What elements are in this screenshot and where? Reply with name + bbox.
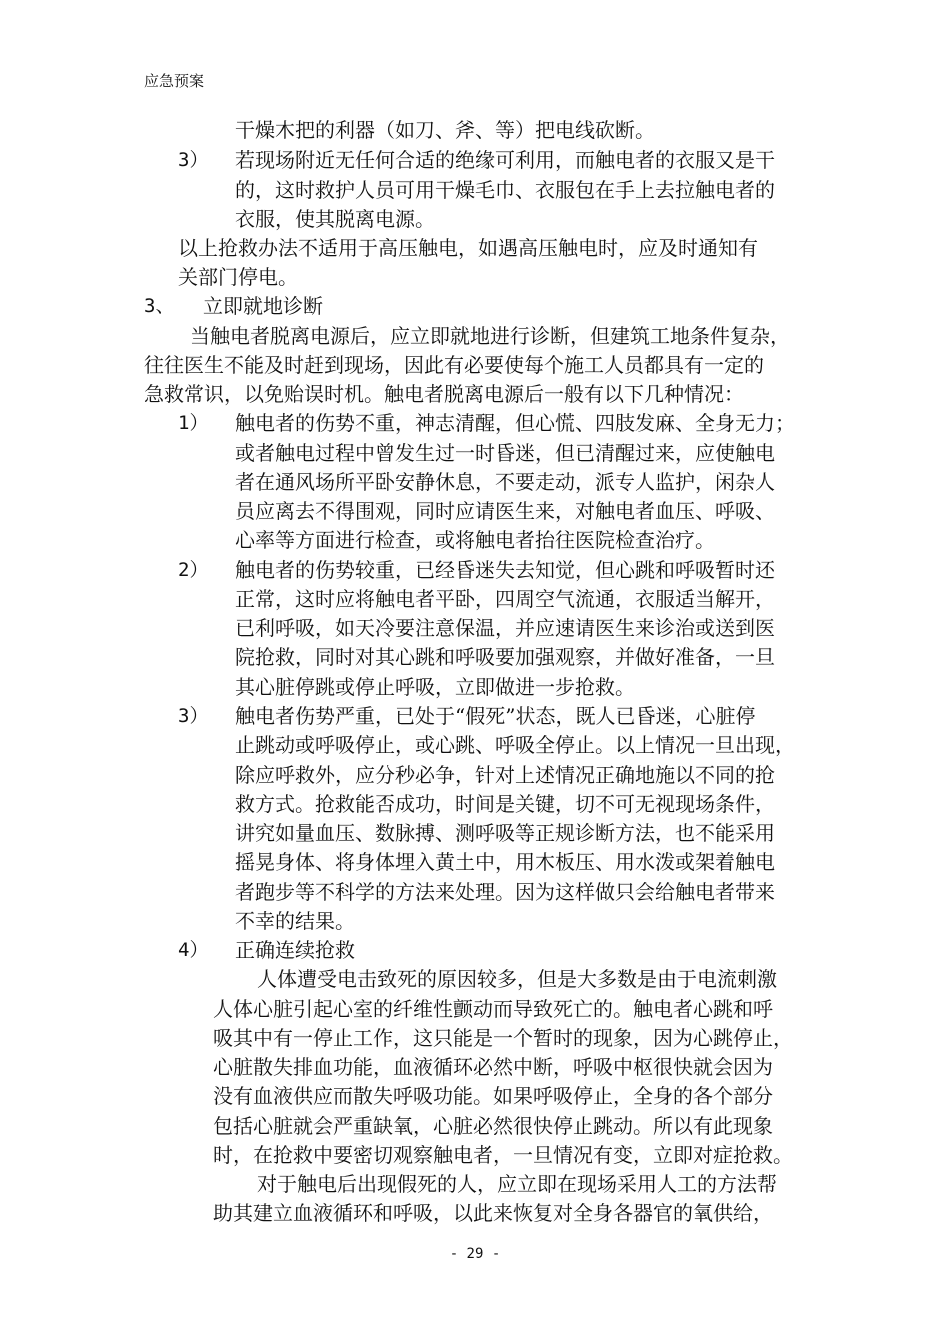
body-line: 对于触电后出现假死的人，应立即在现场采用人工的方法帮 xyxy=(257,1172,777,1196)
body-line: 吸其中有一停止工作，这只能是一个暂时的现象，因为心跳停止， xyxy=(213,1026,793,1050)
body-line: 包括心脏就会严重缺氧，心脏必然很快停止跳动。所以有此现象 xyxy=(213,1114,773,1138)
body-line: 院抢救，同时对其心跳和呼吸要加强观察，并做好准备，一旦 xyxy=(235,645,775,669)
body-line: 衣服，使其脱离电源。 xyxy=(235,207,435,231)
section-title: 立即就地诊断 xyxy=(203,294,323,318)
body-line: 触电者的伤势较重，已经昏迷失去知觉，但心跳和呼吸暂时还 xyxy=(235,558,775,582)
body-line: 关部门停电。 xyxy=(178,265,298,289)
body-line: 人体遭受电击致死的原因较多，但是大多数是由于电流刺激 xyxy=(257,967,777,991)
body-line: 触电者的伤势不重，神志清醒，但心慌、四肢发麻、全身无力； xyxy=(235,411,795,435)
body-line: 时，在抢救中要密切观察触电者，一旦情况有变，立即对症抢救。 xyxy=(213,1143,793,1167)
running-header: 应急预案 xyxy=(144,72,205,90)
body-line: 助其建立血液循环和呼吸，以此来恢复对全身各器官的氧供给， xyxy=(213,1201,773,1225)
body-line: 不幸的结果。 xyxy=(235,909,355,933)
body-line: 其心脏停跳或停止呼吸，立即做进一步抢救。 xyxy=(235,675,635,699)
body-line: 往往医生不能及时赶到现场，因此有必要使每个施工人员都具有一定的 xyxy=(144,353,764,377)
body-line: 摇晃身体、将身体埋入黄土中，用木板压、用水泼或架着触电 xyxy=(235,850,775,874)
body-line: 止跳动或呼吸停止，或心跳、呼吸全停止。以上情况一旦出现， xyxy=(235,733,795,757)
body-line: 触电者伤势严重，已处于“假死”状态，既人已昏迷，心脏停 xyxy=(235,704,756,728)
list-number: 4） xyxy=(178,939,209,961)
body-line: 者跑步等不科学的方法来处理。因为这样做只会给触电者带来 xyxy=(235,880,775,904)
body-line: 心脏散失排血功能，血液循环必然中断，呼吸中枢很快就会因为 xyxy=(213,1055,773,1079)
body-line: 心率等方面进行检查，或将触电者抬往医院检查治疗。 xyxy=(235,528,715,552)
body-line: 讲究如量血压、数脉搏、测呼吸等正规诊断方法，也不能采用 xyxy=(235,821,775,845)
body-line: 除应呼救外，应分秒必争，针对上述情况正确地施以不同的抢 xyxy=(235,763,775,787)
body-line: 急救常识，以免贻误时机。触电者脱离电源后一般有以下几种情况： xyxy=(144,382,744,406)
list-number: 2） xyxy=(178,559,209,581)
body-line: 干燥木把的利器（如刀、斧、等）把电线砍断。 xyxy=(235,118,655,142)
body-line: 当触电者脱离电源后，应立即就地进行诊断，但建筑工地条件复杂， xyxy=(190,324,790,348)
body-line: 人体心脏引起心室的纤维性颤动而导致死亡的。触电者心跳和呼 xyxy=(213,997,773,1021)
list-number: 1） xyxy=(178,412,209,434)
list-number: 3） xyxy=(178,149,209,171)
body-line: 者在通风场所平卧安静休息，不要走动，派专人监护，闲杂人 xyxy=(235,470,775,494)
body-line: 或者触电过程中曾发生过一时昏迷，但已清醒过来，应使触电 xyxy=(235,441,775,465)
body-line: 以上抢救办法不适用于高压触电，如遇高压触电时，应及时通知有 xyxy=(178,236,758,260)
subsection-title: 正确连续抢救 xyxy=(235,938,355,962)
body-line: 若现场附近无任何合适的绝缘可利用，而触电者的衣服又是干 xyxy=(235,148,775,172)
body-line: 已利呼吸，如天冷要注意保温，并应速请医生来诊治或送到医 xyxy=(235,616,775,640)
body-line: 没有血液供应而散失呼吸功能。如果呼吸停止，全身的各个部分 xyxy=(213,1084,773,1108)
page-number: - 29 - xyxy=(449,1246,501,1262)
body-line: 正常，这时应将触电者平卧，四周空气流通，衣服适当解开， xyxy=(235,587,775,611)
body-line: 员应离去不得围观，同时应请医生来，对触电者血压、呼吸、 xyxy=(235,499,775,523)
section-number: 3、 xyxy=(144,295,175,317)
body-line: 救方式。抢救能否成功，时间是关键，切不可无视现场条件， xyxy=(235,792,775,816)
list-number: 3） xyxy=(178,705,209,727)
body-line: 的，这时救护人员可用干燥毛巾、衣服包在手上去拉触电者的 xyxy=(235,178,775,202)
